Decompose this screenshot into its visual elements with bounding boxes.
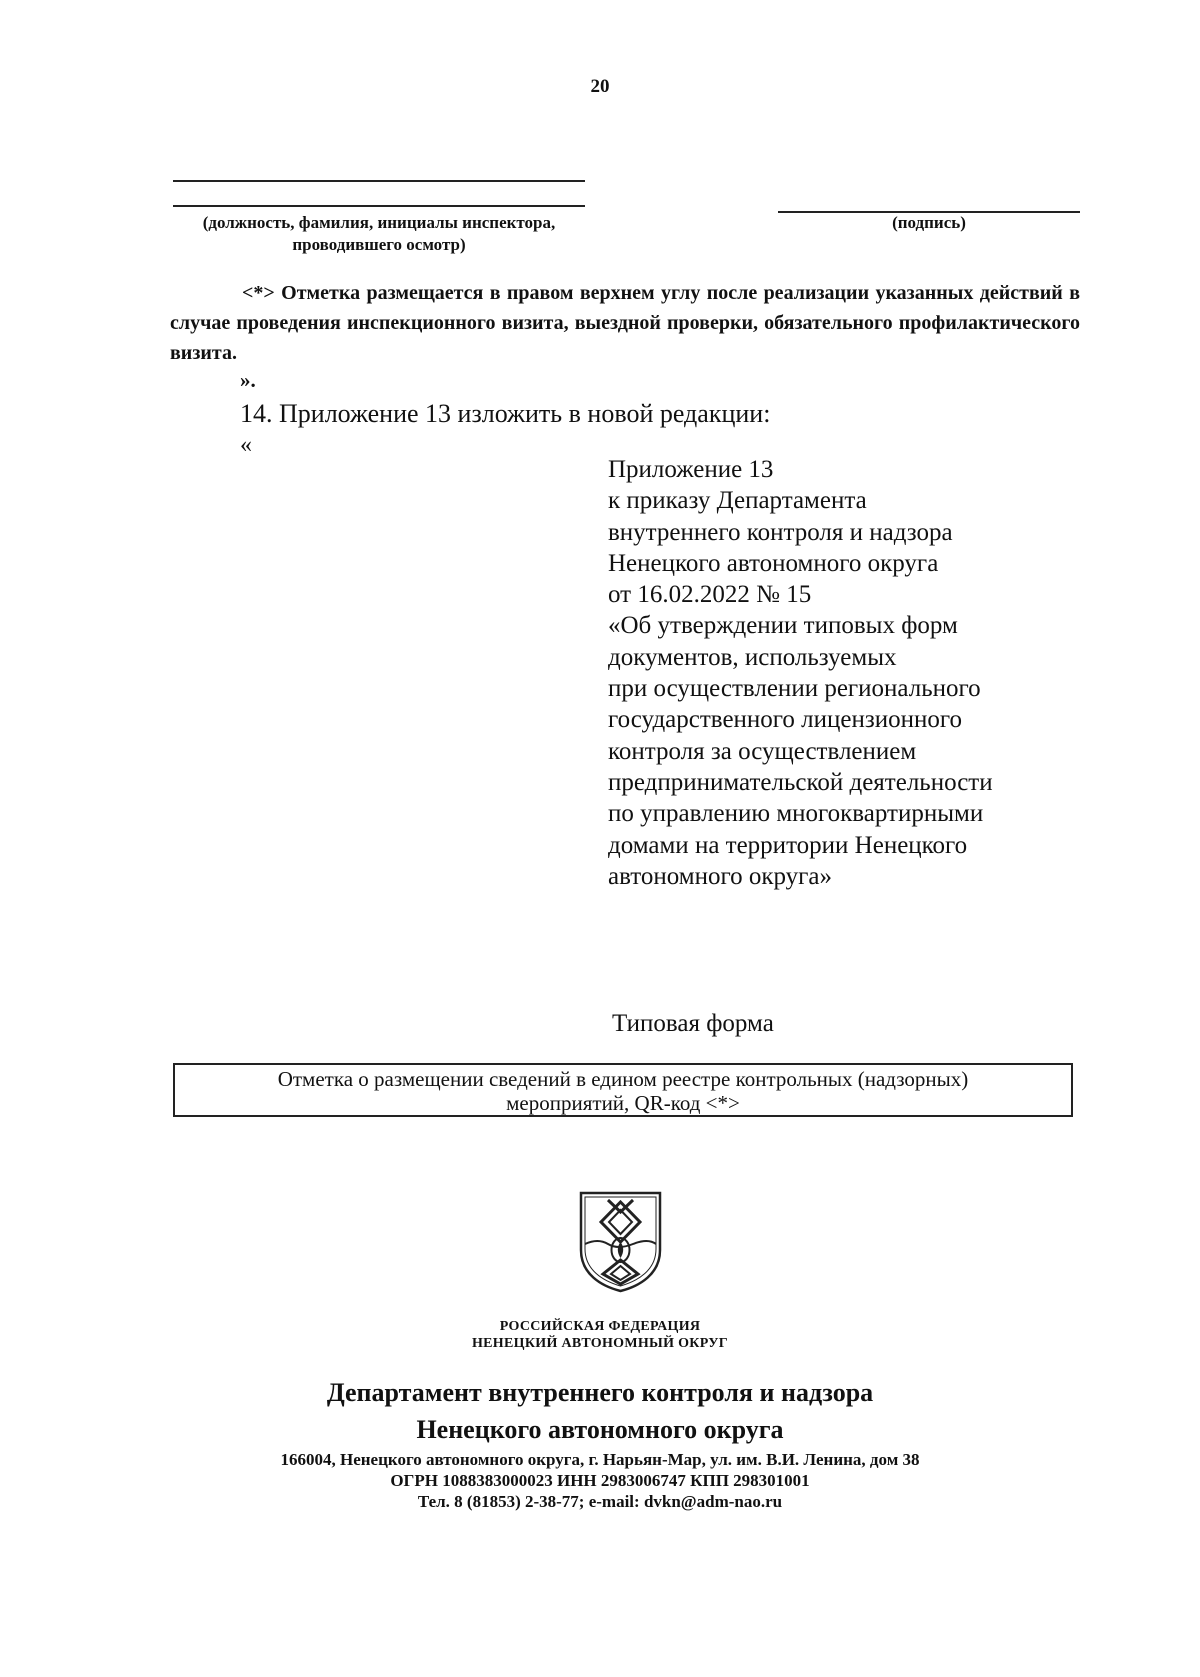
closing-quote: ». bbox=[240, 368, 256, 392]
appendix-line: контроля за осуществлением bbox=[608, 737, 917, 765]
form-type-label: Типовая форма bbox=[612, 1010, 774, 1037]
inspector-caption bbox=[173, 212, 585, 256]
appendix-line: домами на территории Ненецкого bbox=[608, 831, 968, 859]
appendix-line: Приложение 13 bbox=[608, 456, 774, 483]
appendix-line: Ненецкого автономного округа bbox=[608, 549, 939, 577]
appendix-line: к приказу Департамента bbox=[608, 487, 867, 515]
appendix-line: документов, используемых bbox=[608, 643, 897, 671]
footnote-paragraph bbox=[170, 278, 1080, 368]
appendix-line: государственного лицензионного bbox=[608, 706, 963, 734]
letterhead-department bbox=[0, 1374, 1200, 1448]
letterhead-contacts bbox=[0, 1449, 1200, 1512]
signature-caption: (подпись) bbox=[892, 213, 966, 232]
inspector-caption-line1: (должность, фамилия, инициалы инспектора, bbox=[202, 213, 556, 232]
inspector-line-top bbox=[173, 180, 585, 182]
letterhead-contact: Тел. 8 (81853) 2-38-77; e-mail: dvkn@adm-nao.ru bbox=[417, 1492, 783, 1511]
inspector-caption-line2: проводившего осмотр) bbox=[292, 235, 466, 254]
letterhead-address: 166004, Ненецкого автономного округа, г. Нарьян-Мар, ул. им. В.И. Ленина, дом 38 bbox=[280, 1450, 920, 1469]
coat-of-arms-emblem bbox=[578, 1190, 663, 1294]
opening-quote: « bbox=[240, 432, 252, 458]
appendix-line: внутреннего контроля и надзора bbox=[608, 518, 953, 546]
appendix-header bbox=[608, 454, 1078, 892]
footnote-text: <*> Отметка размещается в правом верхнем углу после реализации указанных действий в случае проведения инспекционного визита, выездной проверки, обязательного профилактического визита. bbox=[170, 282, 1080, 364]
inspector-line-bottom bbox=[173, 205, 585, 207]
appendix-line: предпринимательской деятельности bbox=[608, 768, 993, 796]
appendix-line: при осуществлении регионального bbox=[608, 675, 981, 703]
letterhead-region: НЕНЕЦКИЙ АВТОНОМНЫЙ ОКРУГ bbox=[471, 1336, 729, 1351]
appendix-line: от 16.02.2022 № 15 bbox=[608, 581, 812, 609]
letterhead-country-region bbox=[0, 1318, 1200, 1352]
appendix-line: автономного округа» bbox=[608, 862, 833, 890]
department-line1: Департамент внутреннего контроля и надзора bbox=[326, 1378, 874, 1407]
registry-note-box bbox=[173, 1063, 1073, 1117]
department-line2: Ненецкого автономного округа bbox=[416, 1415, 784, 1444]
letterhead-registration: ОГРН 1088383000023 ИНН 2983006747 КПП 298301001 bbox=[390, 1471, 810, 1490]
item-14: 14. Приложение 13 изложить в новой редакции: bbox=[240, 399, 771, 428]
registry-note-line1: Отметка о размещении сведений в едином реестре контрольных (надзорных) bbox=[277, 1067, 969, 1091]
registry-note-line2: мероприятий, QR-код <*> bbox=[506, 1091, 740, 1115]
appendix-line: «Об утверждении типовых форм bbox=[608, 612, 958, 640]
appendix-line: по управлению многоквартирными bbox=[608, 800, 984, 828]
page-number: 20 bbox=[590, 76, 610, 97]
letterhead-country: РОССИЙСКАЯ ФЕДЕРАЦИЯ bbox=[499, 1319, 701, 1334]
